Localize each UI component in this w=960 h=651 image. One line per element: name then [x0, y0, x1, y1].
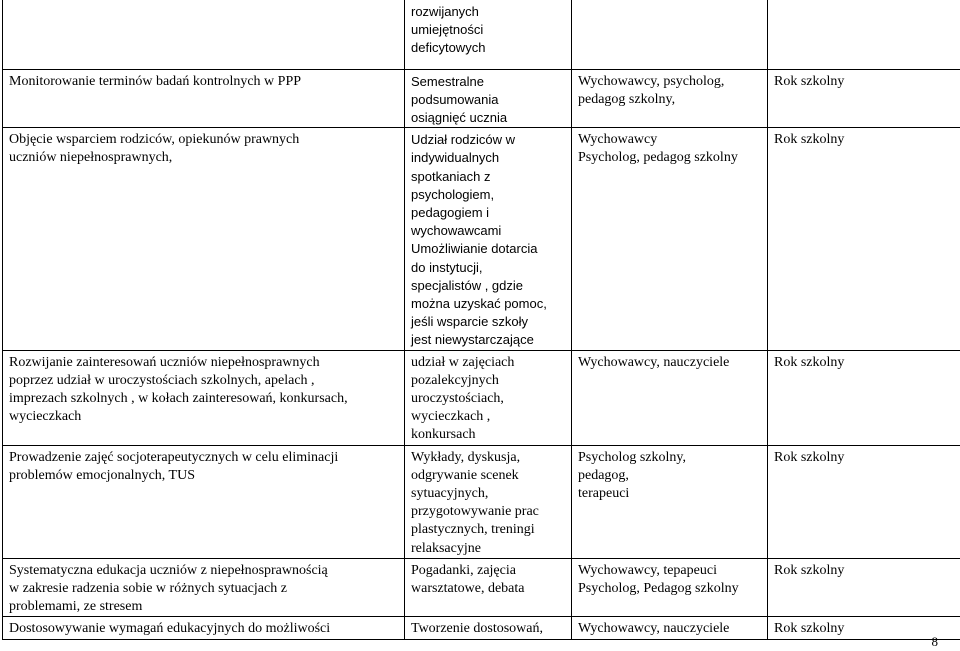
deadline-cell: Rok szkolny — [768, 558, 960, 617]
responsible-cell: Wychowawcy, psycholog, pedagog szkolny, — [572, 69, 768, 128]
table-row — [3, 69, 960, 128]
responsible-cell: Psycholog szkolny, pedagog, terapeuci — [572, 445, 768, 558]
table-row — [3, 617, 960, 640]
deadline-cell: Rok szkolny — [768, 350, 960, 445]
deadline-cell — [768, 0, 960, 69]
page-number: 8 — [932, 633, 939, 651]
deadline-cell: Rok szkolny — [768, 128, 960, 350]
task-cell: Objęcie wsparciem rodziców, opiekunów prawnych uczniów niepełnosprawnych, — [3, 128, 405, 350]
method-cell: udział w zajęciach pozalekcyjnych uroczystościach, wycieczkach , konkursach — [405, 350, 572, 445]
method-cell: Semestralne podsumowania osiągnięć ucznia — [405, 69, 572, 128]
deadline-cell: Rok szkolny — [768, 617, 960, 640]
responsible-cell: Wychowawcy, nauczyciele — [572, 617, 768, 640]
method-cell: Wykłady, dyskusja, odgrywanie scenek sytuacyjnych, przygotowywanie prac plastycznych, treningi relaksacyjne — [405, 445, 572, 558]
table-row — [3, 558, 960, 617]
responsible-cell — [572, 0, 768, 69]
task-cell: Systematyczna edukacja uczniów z niepełnosprawnością w zakresie radzenia sobie w różnych sytuacjach z problemami, ze stresem — [3, 558, 405, 617]
table-row — [3, 445, 960, 558]
method-cell: Pogadanki, zajęcia warsztatowe, debata — [405, 558, 572, 617]
deadline-cell: Rok szkolny — [768, 69, 960, 128]
method-cell: rozwijanych umiejętności deficytowych — [405, 0, 572, 69]
method-cell: Tworzenie dostosowań, — [405, 617, 572, 640]
task-cell: Dostosowywanie wymagań edukacyjnych do możliwości — [3, 617, 405, 640]
task-cell: Prowadzenie zajęć socjoterapeutycznych w celu eliminacji problemów emocjonalnych, TUS — [3, 445, 405, 558]
responsible-cell: Wychowawcy, nauczyciele — [572, 350, 768, 445]
deadline-cell: Rok szkolny — [768, 445, 960, 558]
task-cell: Monitorowanie terminów badań kontrolnych w PPP — [3, 69, 405, 128]
table-row — [3, 0, 960, 69]
responsible-cell: Wychowawcy Psycholog, pedagog szkolny — [572, 128, 768, 350]
table-row — [3, 128, 960, 350]
task-cell: Rozwijanie zainteresowań uczniów niepełnosprawnych poprzez udział w uroczystościach szkolnych, apelach , imprezach szkolnych , w kołach zainteresowań, konkursach, wycieczkach — [3, 350, 405, 445]
table-row — [3, 350, 960, 445]
method-cell: Udział rodziców w indywidualnych spotkaniach z psychologiem, pedagogiem i wychowawcami Umożliwianie dotarcia do instytucji, specjalistów , gdzie można uzyskać pomoc, jeśli wsparcie szkoły jest niewystarczające — [405, 128, 572, 350]
task-cell — [3, 0, 405, 69]
support-plan-table — [2, 0, 960, 640]
responsible-cell: Wychowawcy, tepapeuci Psycholog, Pedagog szkolny — [572, 558, 768, 617]
